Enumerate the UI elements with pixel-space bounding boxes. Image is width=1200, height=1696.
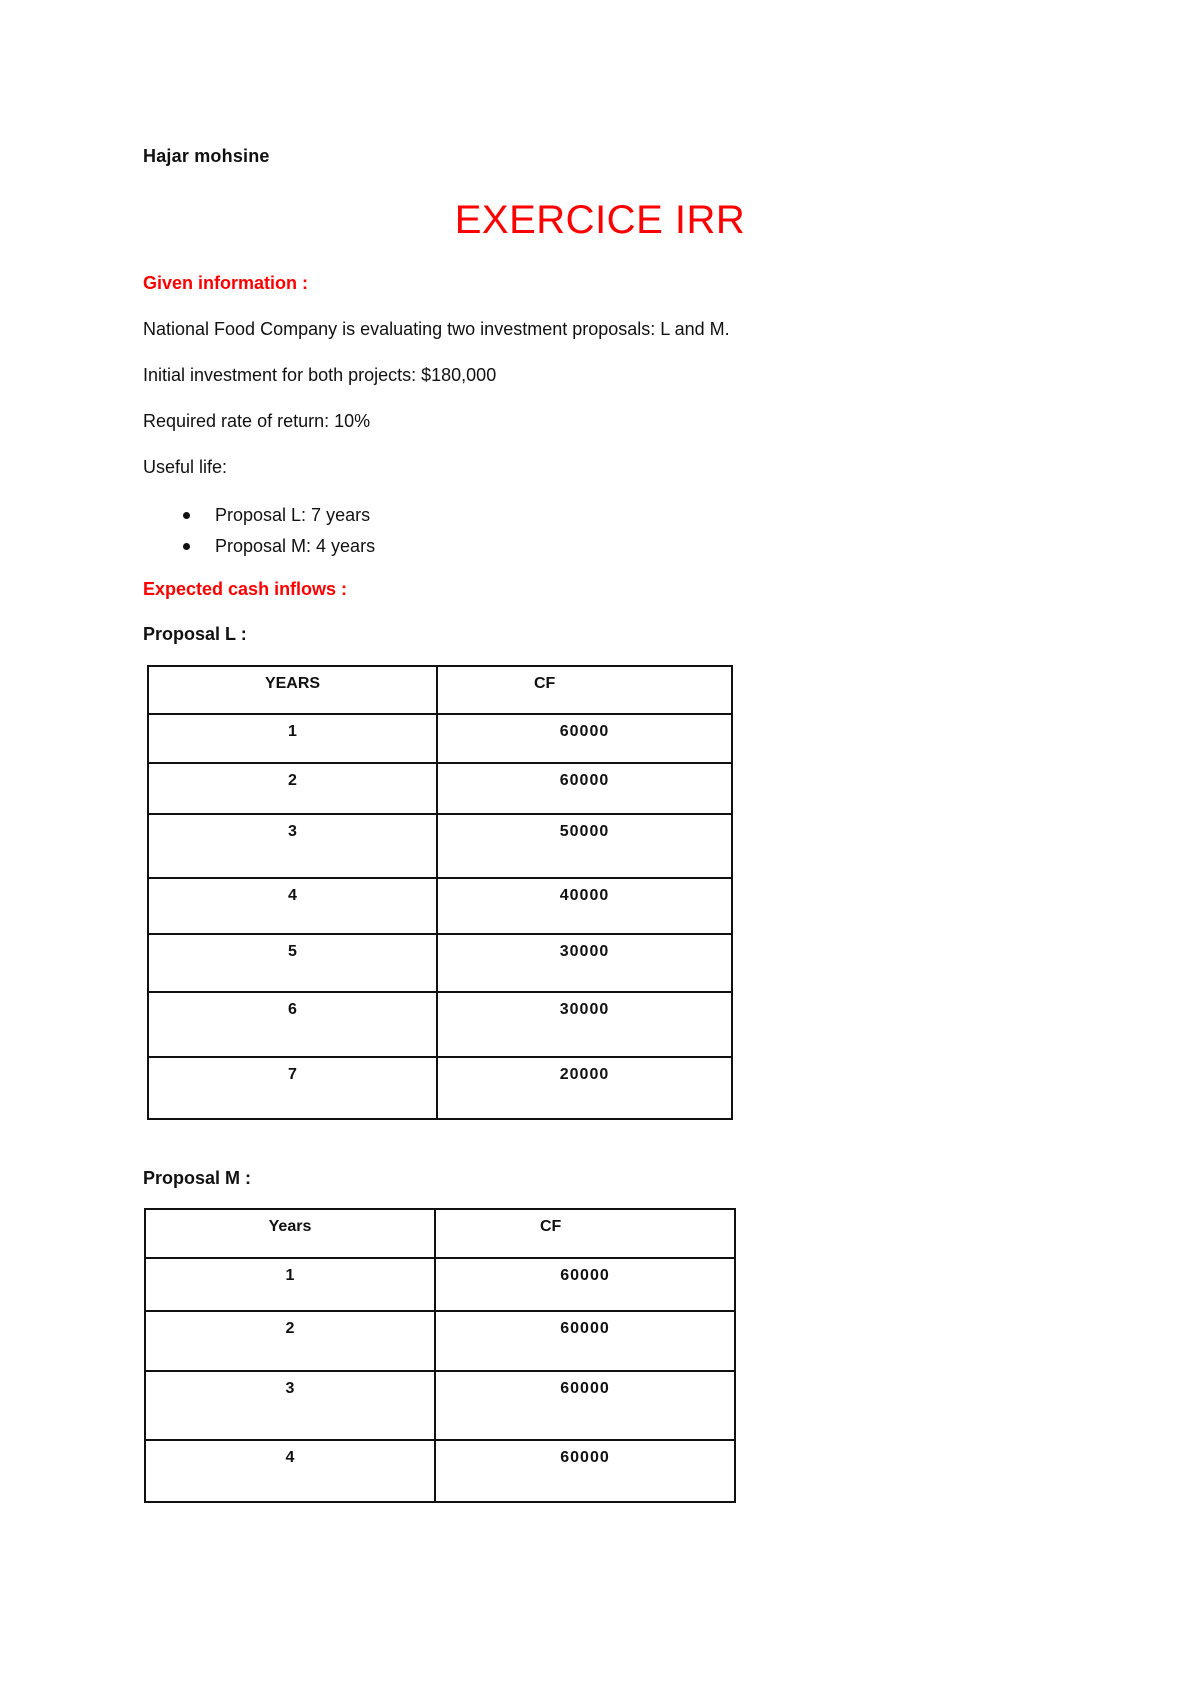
table-row	[148, 1057, 732, 1119]
cell-year: 4	[145, 1440, 435, 1502]
cell-cf: 20000	[437, 1057, 732, 1119]
cell-year: 6	[148, 992, 437, 1057]
list-item	[180, 500, 375, 531]
proposal-m-table	[144, 1208, 736, 1503]
table-row	[148, 992, 732, 1057]
given-line-useful-life: Useful life:	[143, 457, 228, 477]
cell-year: 3	[145, 1371, 435, 1440]
list-item-text: Proposal M: 4 years	[215, 536, 376, 556]
given-line-investment: Initial investment for both projects: $180,000	[143, 365, 497, 385]
given-line-company: National Food Company is evaluating two investment proposals: L and M.	[143, 319, 730, 339]
table-row	[145, 1440, 735, 1502]
cell-cf: 60000	[435, 1311, 735, 1371]
proposal-l-table	[147, 665, 733, 1120]
cell-year: 2	[148, 763, 437, 814]
given-line-rate: Required rate of return: 10%	[143, 411, 371, 431]
cell-year: 2	[145, 1311, 435, 1371]
table-row	[145, 1258, 735, 1311]
list-item	[180, 531, 375, 562]
table-header-row	[148, 666, 732, 714]
page-title: EXERCICE IRR	[454, 198, 746, 242]
useful-life-list	[180, 500, 375, 562]
list-item-text: Proposal L: 7 years	[215, 505, 371, 525]
cell-year: 4	[148, 878, 437, 934]
expected-cash-inflows-heading: Expected cash inflows :	[143, 579, 348, 599]
table-row	[148, 878, 732, 934]
cell-year: 3	[148, 814, 437, 878]
cell-year: 1	[145, 1258, 435, 1311]
cell-cf: 60000	[435, 1258, 735, 1311]
cell-cf: 60000	[437, 763, 732, 814]
table-row	[148, 814, 732, 878]
table-header-row	[145, 1209, 735, 1258]
table-row	[145, 1371, 735, 1440]
cell-year: 1	[148, 714, 437, 763]
proposal-l-heading: Proposal L :	[143, 624, 247, 644]
cell-cf: 50000	[437, 814, 732, 878]
table-row	[145, 1311, 735, 1371]
column-header-cf: CF	[437, 666, 732, 714]
cell-cf: 40000	[437, 878, 732, 934]
column-header-years: YEARS	[148, 666, 437, 714]
cell-cf: 60000	[437, 714, 732, 763]
cell-cf: 60000	[435, 1440, 735, 1502]
proposal-m-heading: Proposal M :	[143, 1168, 252, 1188]
cell-cf: 30000	[437, 992, 732, 1057]
column-header-years: Years	[145, 1209, 435, 1258]
author-name: Hajar mohsine	[143, 146, 270, 166]
cell-cf: 60000	[435, 1371, 735, 1440]
table-row	[148, 763, 732, 814]
cell-cf: 30000	[437, 934, 732, 992]
cell-year: 7	[148, 1057, 437, 1119]
table-row	[148, 714, 732, 763]
cell-year: 5	[148, 934, 437, 992]
given-information-heading: Given information :	[143, 273, 309, 293]
column-header-cf: CF	[435, 1209, 735, 1258]
bullet-icon	[183, 512, 190, 519]
table-row	[148, 934, 732, 992]
bullet-icon	[183, 543, 190, 550]
